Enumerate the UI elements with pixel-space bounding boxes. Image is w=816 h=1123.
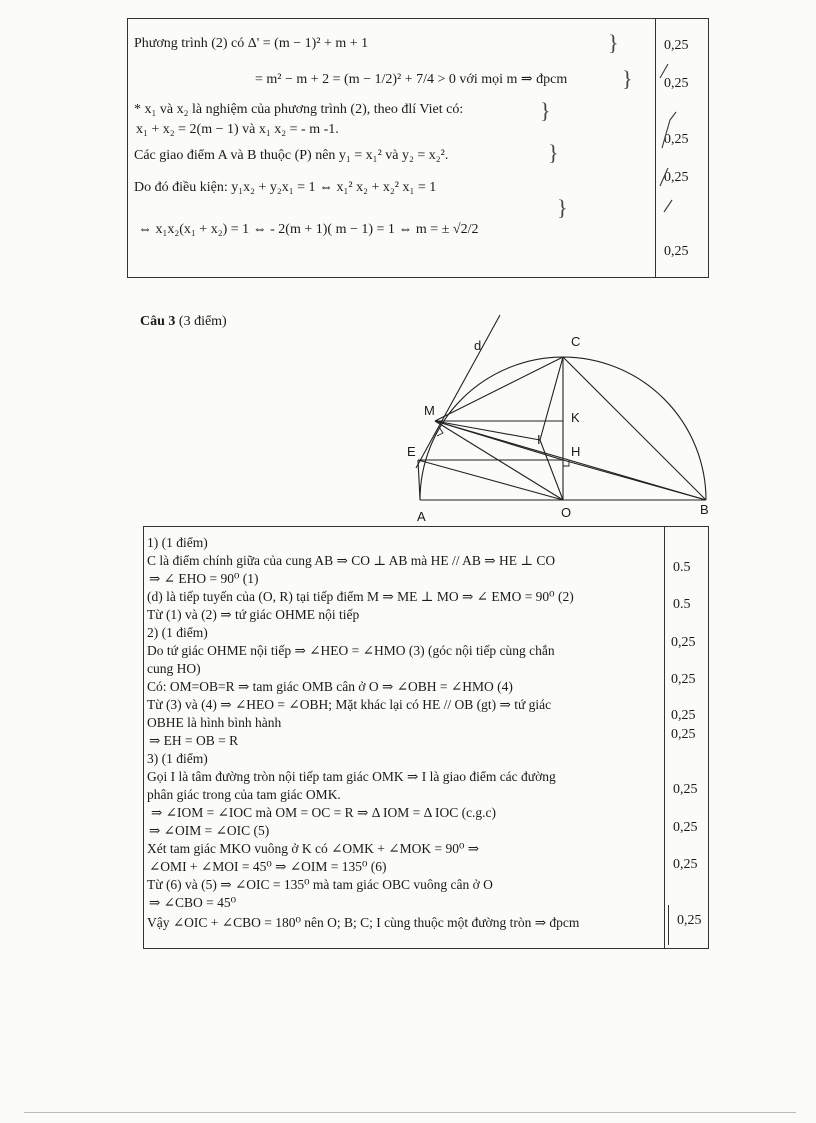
sol-line: 1) (1 điểm) [147, 535, 208, 550]
sol-line: Từ (1) và (2) ⇒ tứ giác OHME nội tiếp [147, 607, 360, 622]
sol-line: ⇒ ∠CBO = 45⁰ [149, 895, 237, 910]
sol-line: 2) (1 điểm) [147, 625, 208, 640]
p2-score: 0,25 [664, 132, 689, 147]
label-H: H [571, 444, 581, 459]
sol-line: 3) (1 điểm) [147, 751, 208, 766]
p2-line-5: Các giao điểm A và B thuộc (P) nên y₁ = x₁² và y₂ = x₂². [134, 148, 449, 163]
p2-line-4: x₁ + x₂ = 2(m − 1) và x₁ x₂ = - m -1. [136, 122, 339, 137]
sol-line: Từ (3) và (4) ⇒ ∠HEO = ∠OBH; Mặt khác lại có HE // OB (gt) ⇒ tứ giác [147, 697, 552, 712]
label-K: K [571, 410, 580, 425]
sol-line: Do tứ giác OHME nội tiếp ⇒ ∠HEO = ∠HMO (3) (góc nội tiếp cùng chắn [147, 643, 555, 658]
tangent-d [416, 315, 500, 468]
label-B: B [700, 502, 709, 517]
segment-CB [563, 357, 706, 500]
score-column-divider [664, 526, 665, 949]
label-d: d [474, 338, 482, 353]
segment-IC [540, 357, 563, 440]
sol-score: 0,25 [671, 672, 696, 687]
sol-score: 0,25 [671, 708, 696, 723]
sol-line: Từ (6) và (5) ⇒ ∠OIC = 135⁰ mà tam giác OBC vuông cân ở O [147, 877, 493, 892]
sol-score: 0,25 [671, 635, 696, 650]
p2-line-2: = m² − m + 2 = (m − 1/2)² + 7/4 > 0 với mọi m ⇒ đpcm [255, 72, 568, 87]
brace-mark: } [622, 66, 633, 91]
label-E: E [407, 444, 416, 459]
segment-HB [563, 460, 706, 500]
p2-line-6: Do đó điều kiện: y₁x₂ + y₂x₁ = 1 ⇔ x₁² x₂ + x₂² x₁ = 1 [134, 180, 437, 195]
sol-line: ⇒ ∠IOM = ∠IOC mà OM = OC = R ⇒ Δ IOM = Δ IOC (c.g.c) [151, 805, 497, 820]
brace-mark: } [608, 30, 619, 55]
score-divider-short [668, 905, 669, 945]
sol-line: Vậy ∠OIC + ∠CBO = 180⁰ nên O; B; C; I cùng thuộc một đường tròn ⇒ đpcm [147, 915, 580, 930]
label-M: M [424, 403, 435, 418]
p2-line-1: Phương trình (2) có Δ' = (m − 1)² + m + 1 [134, 36, 369, 51]
sol-line: OBHE là hình bình hành [147, 715, 282, 730]
sol-score: 0.5 [673, 560, 691, 575]
sol-score: 0.5 [673, 597, 691, 612]
p2-score: 0,25 [664, 38, 689, 53]
label-C: C [571, 334, 581, 349]
sol-line: Gọi I là tâm đường tròn nội tiếp tam giác OMK ⇒ I là giao điểm các đường [147, 769, 556, 784]
segment-EO [418, 460, 563, 500]
segment-OE-left [418, 460, 420, 500]
p2-score: 0,25 [664, 170, 689, 185]
sol-line: Xét tam giác MKO vuông ở K có ∠OMK + ∠MOK = 90⁰ ⇒ [147, 841, 480, 856]
p2-score: 0,25 [664, 244, 689, 259]
sol-line: phân giác trong của tam giác OMK. [147, 787, 341, 802]
brace-mark: } [557, 195, 568, 220]
p2-line-3: * x₁ và x₂ là nghiệm của phương trình (2), theo đlí Viet có: [134, 102, 464, 117]
p2-score: 0,25 [664, 76, 689, 91]
p2-line-7: ⇔ x₁x₂(x₁ + x₂) = 1 ⇔ - 2(m + 1)( m − 1) = 1 ⇔ m = ± √2/2 [138, 222, 479, 237]
sol-score: 0,25 [671, 727, 696, 742]
brace-mark: } [548, 140, 559, 165]
sol-score: 0,25 [673, 820, 698, 835]
sol-line: ⇒ ∠OIM = ∠OIC (5) [149, 823, 270, 838]
label-A: A [417, 509, 426, 524]
cau3-title: Câu 3 [140, 314, 176, 329]
sol-line: ⇒ EH = OB = R [149, 733, 239, 748]
cau3-points: (3 điểm) [178, 314, 227, 329]
sol-line: ∠OMI + ∠MOI = 45⁰ ⇒ ∠OIM = 135⁰ (6) [149, 859, 387, 874]
scan-edge-rule [24, 1112, 796, 1113]
sol-score: 0,25 [673, 782, 698, 797]
sol-score: 0,25 [673, 857, 698, 872]
sol-line: (d) là tiếp tuyến của (O, R) tại tiếp điểm M ⇒ ME ⊥ MO ⇒ ∠ EMO = 90⁰ (2) [147, 589, 574, 604]
segment-OI [540, 440, 563, 500]
segment-MC [435, 357, 563, 421]
sol-line: C là điểm chính giữa của cung AB ⇒ CO ⊥ AB mà HE // AB ⇒ HE ⊥ CO [147, 553, 556, 568]
sol-line: Có: OM=OB=R ⇒ tam giác OMB cân ở O ⇒ ∠OBH = ∠HMO (4) [147, 679, 513, 694]
sol-line: cung HO) [147, 661, 201, 676]
sol-score: 0,25 [677, 913, 702, 928]
label-O: O [561, 505, 572, 520]
label-I: I [537, 432, 541, 447]
brace-mark: } [540, 98, 551, 123]
sol-line: ⇒ ∠ EHO = 90⁰ (1) [149, 571, 259, 586]
